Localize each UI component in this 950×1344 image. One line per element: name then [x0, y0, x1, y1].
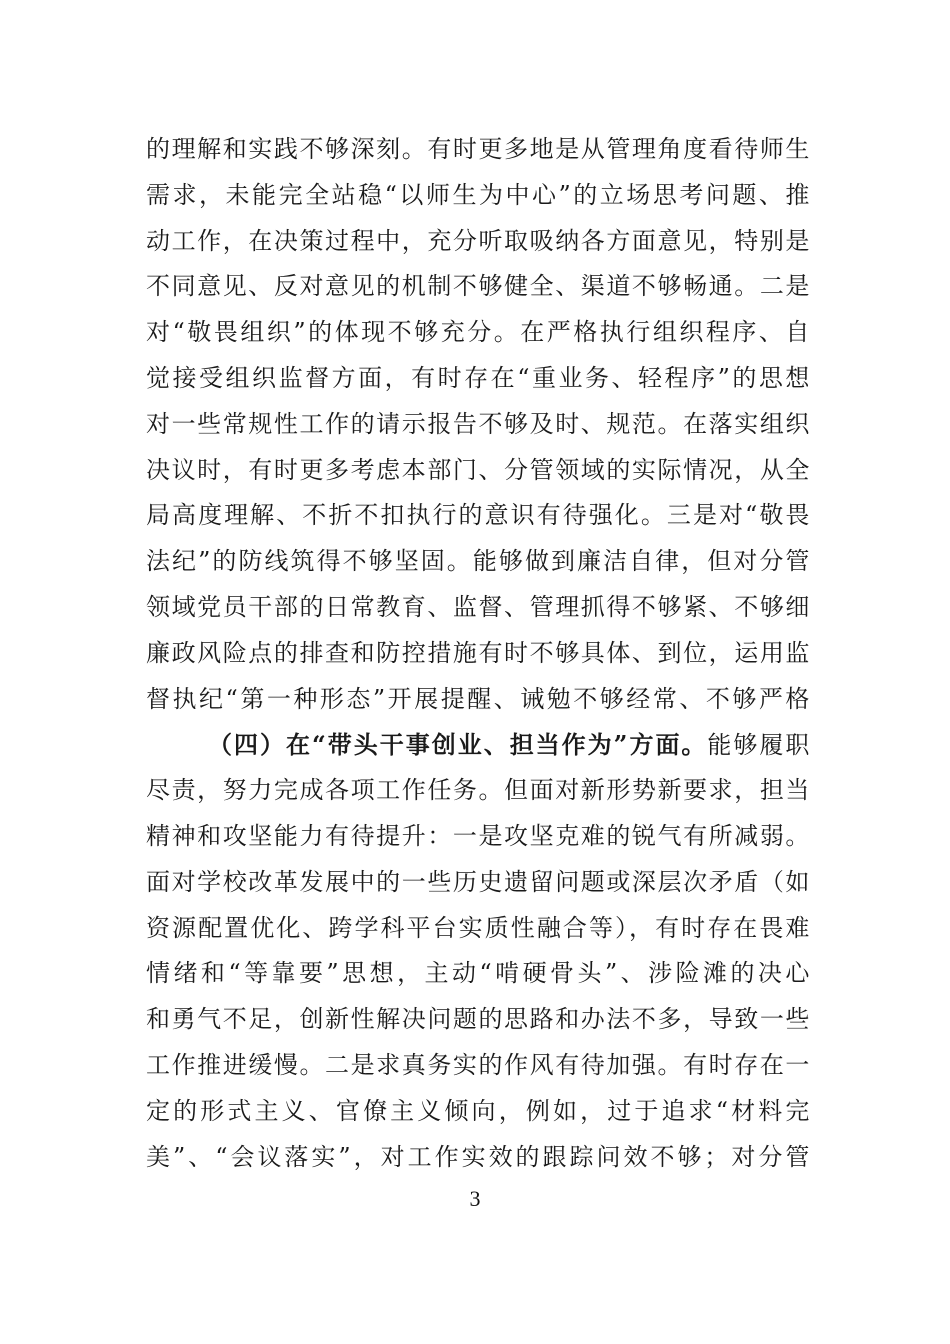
text-line: 美”、“会议落实”，对工作实效的跟踪问效不够；对分管 [146, 1142, 810, 1171]
text-line: 工作推进缓慢。二是求真务实的作风有待加强。有时存在一 [146, 1050, 810, 1079]
text-line: 督执纪“第一种形态”开展提醒、诫勉不够经常、不够严格 [146, 684, 810, 713]
section-heading-continuation: 能够履职 [707, 731, 810, 760]
section-heading: （四）在“带头干事创业、担当作为”方面。 [208, 730, 708, 760]
text-line: 的理解和实践不够深刻。有时更多地是从管理角度看待师生 [146, 135, 810, 163]
text-line: 决议时，有时更多考虑本部门、分管领域的实际情况，从全 [146, 455, 810, 484]
text-line: 和勇气不足，创新性解决问题的思路和办法不多，导致一些 [146, 1005, 810, 1034]
text-line: 不同意见、反对意见的机制不够健全、渠道不够畅通。二是 [146, 272, 810, 301]
text-line: 资源配置优化、跨学科平台实质性融合等），有时存在畏难 [146, 913, 810, 942]
text-line: 法纪”的防线筑得不够坚固。能够做到廉洁自律，但对分管 [146, 547, 810, 576]
text-line: 局高度理解、不折不扣执行的意识有待强化。三是对“敬畏 [146, 501, 810, 530]
text-line: 对“敬畏组织”的体现不够充分。在严格执行组织程序、自 [146, 318, 810, 347]
text-line: 需求，未能完全站稳“以师生为中心”的立场思考问题、推 [146, 180, 810, 209]
text-line: 对一些常规性工作的请示报告不够及时、规范。在落实组织 [146, 409, 810, 438]
text-line: 领域党员干部的日常教育、监督、管理抓得不够紧、不够细 [146, 592, 810, 621]
text-line: 动工作，在决策过程中，充分听取吸纳各方面意见，特别是 [146, 226, 810, 255]
text-line: 情绪和“等靠要”思想，主动“啃硬骨头”、涉险滩的决心 [146, 959, 810, 988]
text-line: 觉接受组织监督方面，有时存在“重业务、轻程序”的思想 [146, 363, 810, 392]
text-line: 面对学校改革发展中的一些历史遗留问题或深层次矛盾（如 [146, 867, 810, 896]
page-number: 3 [469, 1186, 481, 1211]
text-line: 精神和攻坚能力有待提升：一是攻坚克难的锐气有所减弱。 [146, 821, 810, 850]
body-text [146, 127, 810, 1180]
section-heading-line [146, 722, 810, 768]
text-line: 廉政风险点的排查和防控措施有时不够具体、到位，运用监 [146, 638, 810, 667]
text-line: 定的形式主义、官僚主义倾向，例如，过于追求“材料完 [146, 1096, 810, 1125]
text-line: 尽责，努力完成各项工作任务。但面对新形势新要求，担当 [146, 776, 810, 805]
